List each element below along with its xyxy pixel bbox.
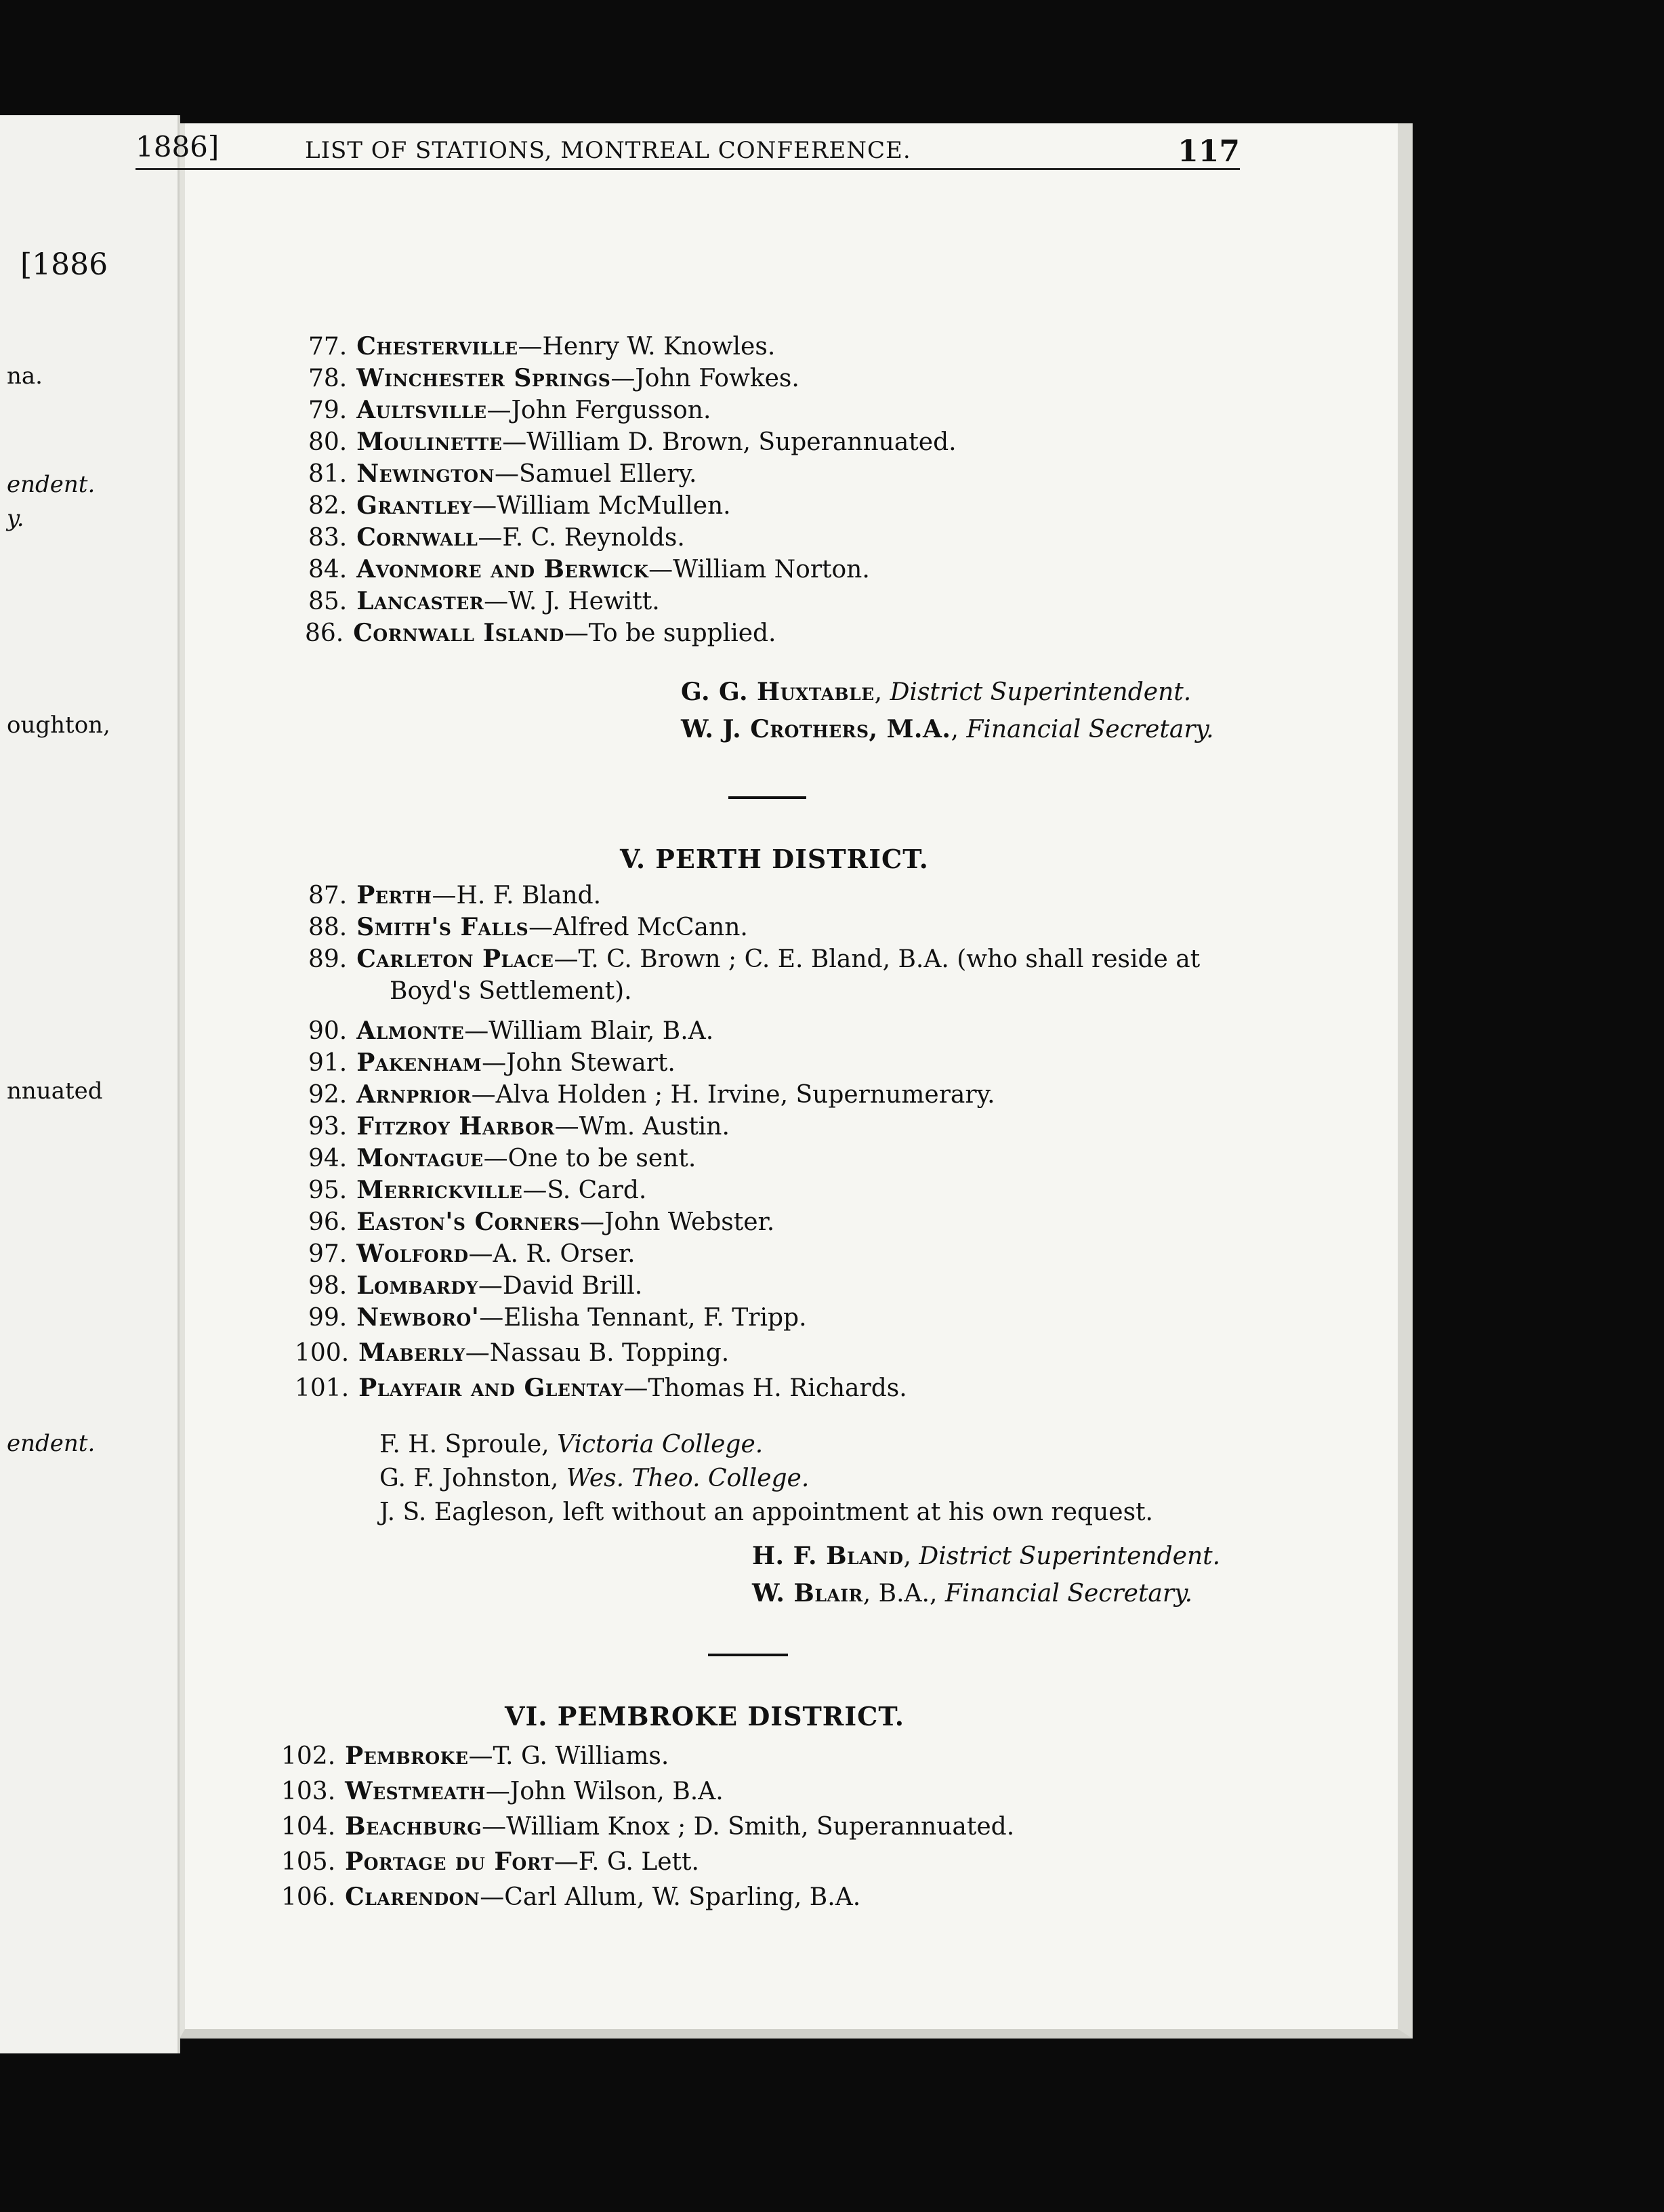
station-entry: 88. Smith's Falls—Alfred McCann. xyxy=(308,913,748,941)
section-heading: VI. PEMBROKE DISTRICT. xyxy=(505,1701,904,1732)
signature-line: G. G. Huxtable, District Superintendent. xyxy=(681,678,1192,706)
station-entry: 100. Maberly—Nassau B. Topping. xyxy=(295,1338,730,1367)
station-entry: 85. Lancaster—W. J. Hewitt. xyxy=(308,587,660,615)
station-entry: 104. Beachburg—William Knox ; D. Smith, Superannuated. xyxy=(281,1812,1015,1841)
station-entry: 105. Portage du Fort—F. G. Lett. xyxy=(281,1847,699,1876)
station-entry: 86. Cornwall Island—To be supplied. xyxy=(305,619,776,647)
facing-page-fragment: na. xyxy=(7,363,43,390)
facing-page-fragment: y. xyxy=(7,505,24,532)
station-entry: 84. Avonmore and Berwick—William Norton. xyxy=(308,555,870,583)
station-entry: 92. Arnprior—Alva Holden ; H. Irvine, Supernumerary. xyxy=(308,1080,995,1109)
station-entry: 91. Pakenham—John Stewart. xyxy=(308,1048,675,1077)
section-heading: V. PERTH DISTRICT. xyxy=(620,844,929,874)
station-entry: 94. Montague—One to be sent. xyxy=(308,1144,696,1172)
header-year: 1886] xyxy=(136,130,220,163)
page-number: 117 xyxy=(1178,134,1240,169)
station-entry: 82. Grantley—William McMullen. xyxy=(308,491,731,520)
facing-page-fragment: nnuated xyxy=(7,1078,103,1105)
station-entry: 77. Chesterville—Henry W. Knowles. xyxy=(308,332,776,361)
station-entry: 99. Newboro'—Elisha Tennant, F. Tripp. xyxy=(308,1303,807,1332)
signature-line: H. F. Bland, District Superintendent. xyxy=(752,1542,1221,1570)
facing-page-fragment: oughton, xyxy=(7,712,110,739)
station-entry: 78. Winchester Springs—John Fowkes. xyxy=(308,364,799,392)
section-divider xyxy=(728,796,806,799)
note-line: J. S. Eagleson, left without an appointment at his own request. xyxy=(379,1498,1153,1526)
facing-page-fragment: endent. xyxy=(7,1430,96,1457)
signature-line: W. J. Crothers, M.A., Financial Secretary. xyxy=(681,715,1214,743)
station-entry: 79. Aultsville—John Fergusson. xyxy=(308,396,711,424)
page-header xyxy=(136,130,1240,170)
header-title: LIST OF STATIONS, MONTREAL CONFERENCE. xyxy=(305,137,911,164)
station-entry: 101. Playfair and Glentay—Thomas H. Richards. xyxy=(295,1374,907,1402)
facing-page xyxy=(0,115,180,2053)
station-entry: 95. Merrickville—S. Card. xyxy=(308,1176,647,1204)
station-entry: 81. Newington—Samuel Ellery. xyxy=(308,459,697,488)
signature-line: W. Blair, B.A., Financial Secretary. xyxy=(752,1579,1193,1607)
station-entry: 106. Clarendon—Carl Allum, W. Sparling, B.A. xyxy=(281,1883,861,1911)
section-divider xyxy=(708,1654,788,1656)
facing-page-year: [1886 xyxy=(20,247,108,282)
station-entry: 102. Pembroke—T. G. Williams. xyxy=(281,1742,669,1770)
note-line: G. F. Johnston, Wes. Theo. College. xyxy=(379,1465,810,1492)
station-entry: 97. Wolford—A. R. Orser. xyxy=(308,1240,636,1268)
station-entry: 93. Fitzroy Harbor—Wm. Austin. xyxy=(308,1112,730,1141)
station-entry: 90. Almonte—William Blair, B.A. xyxy=(308,1017,714,1045)
station-entry: 96. Easton's Corners—John Webster. xyxy=(308,1208,775,1236)
station-entry: 83. Cornwall—F. C. Reynolds. xyxy=(308,523,685,552)
station-entry: 80. Moulinette—William D. Brown, Superannuated. xyxy=(308,428,957,456)
station-entry: 103. Westmeath—John Wilson, B.A. xyxy=(281,1777,724,1805)
facing-page-fragment: endent. xyxy=(7,471,96,498)
station-entry-continuation: Boyd's Settlement). xyxy=(390,977,632,1005)
station-entry: 89. Carleton Place—T. C. Brown ; C. E. Bland, B.A. (who shall reside at xyxy=(308,945,1201,973)
station-entry: 87. Perth—H. F. Bland. xyxy=(308,881,602,909)
note-line: F. H. Sproule, Victoria College. xyxy=(379,1431,764,1458)
station-entry: 98. Lombardy—David Brill. xyxy=(308,1271,643,1300)
